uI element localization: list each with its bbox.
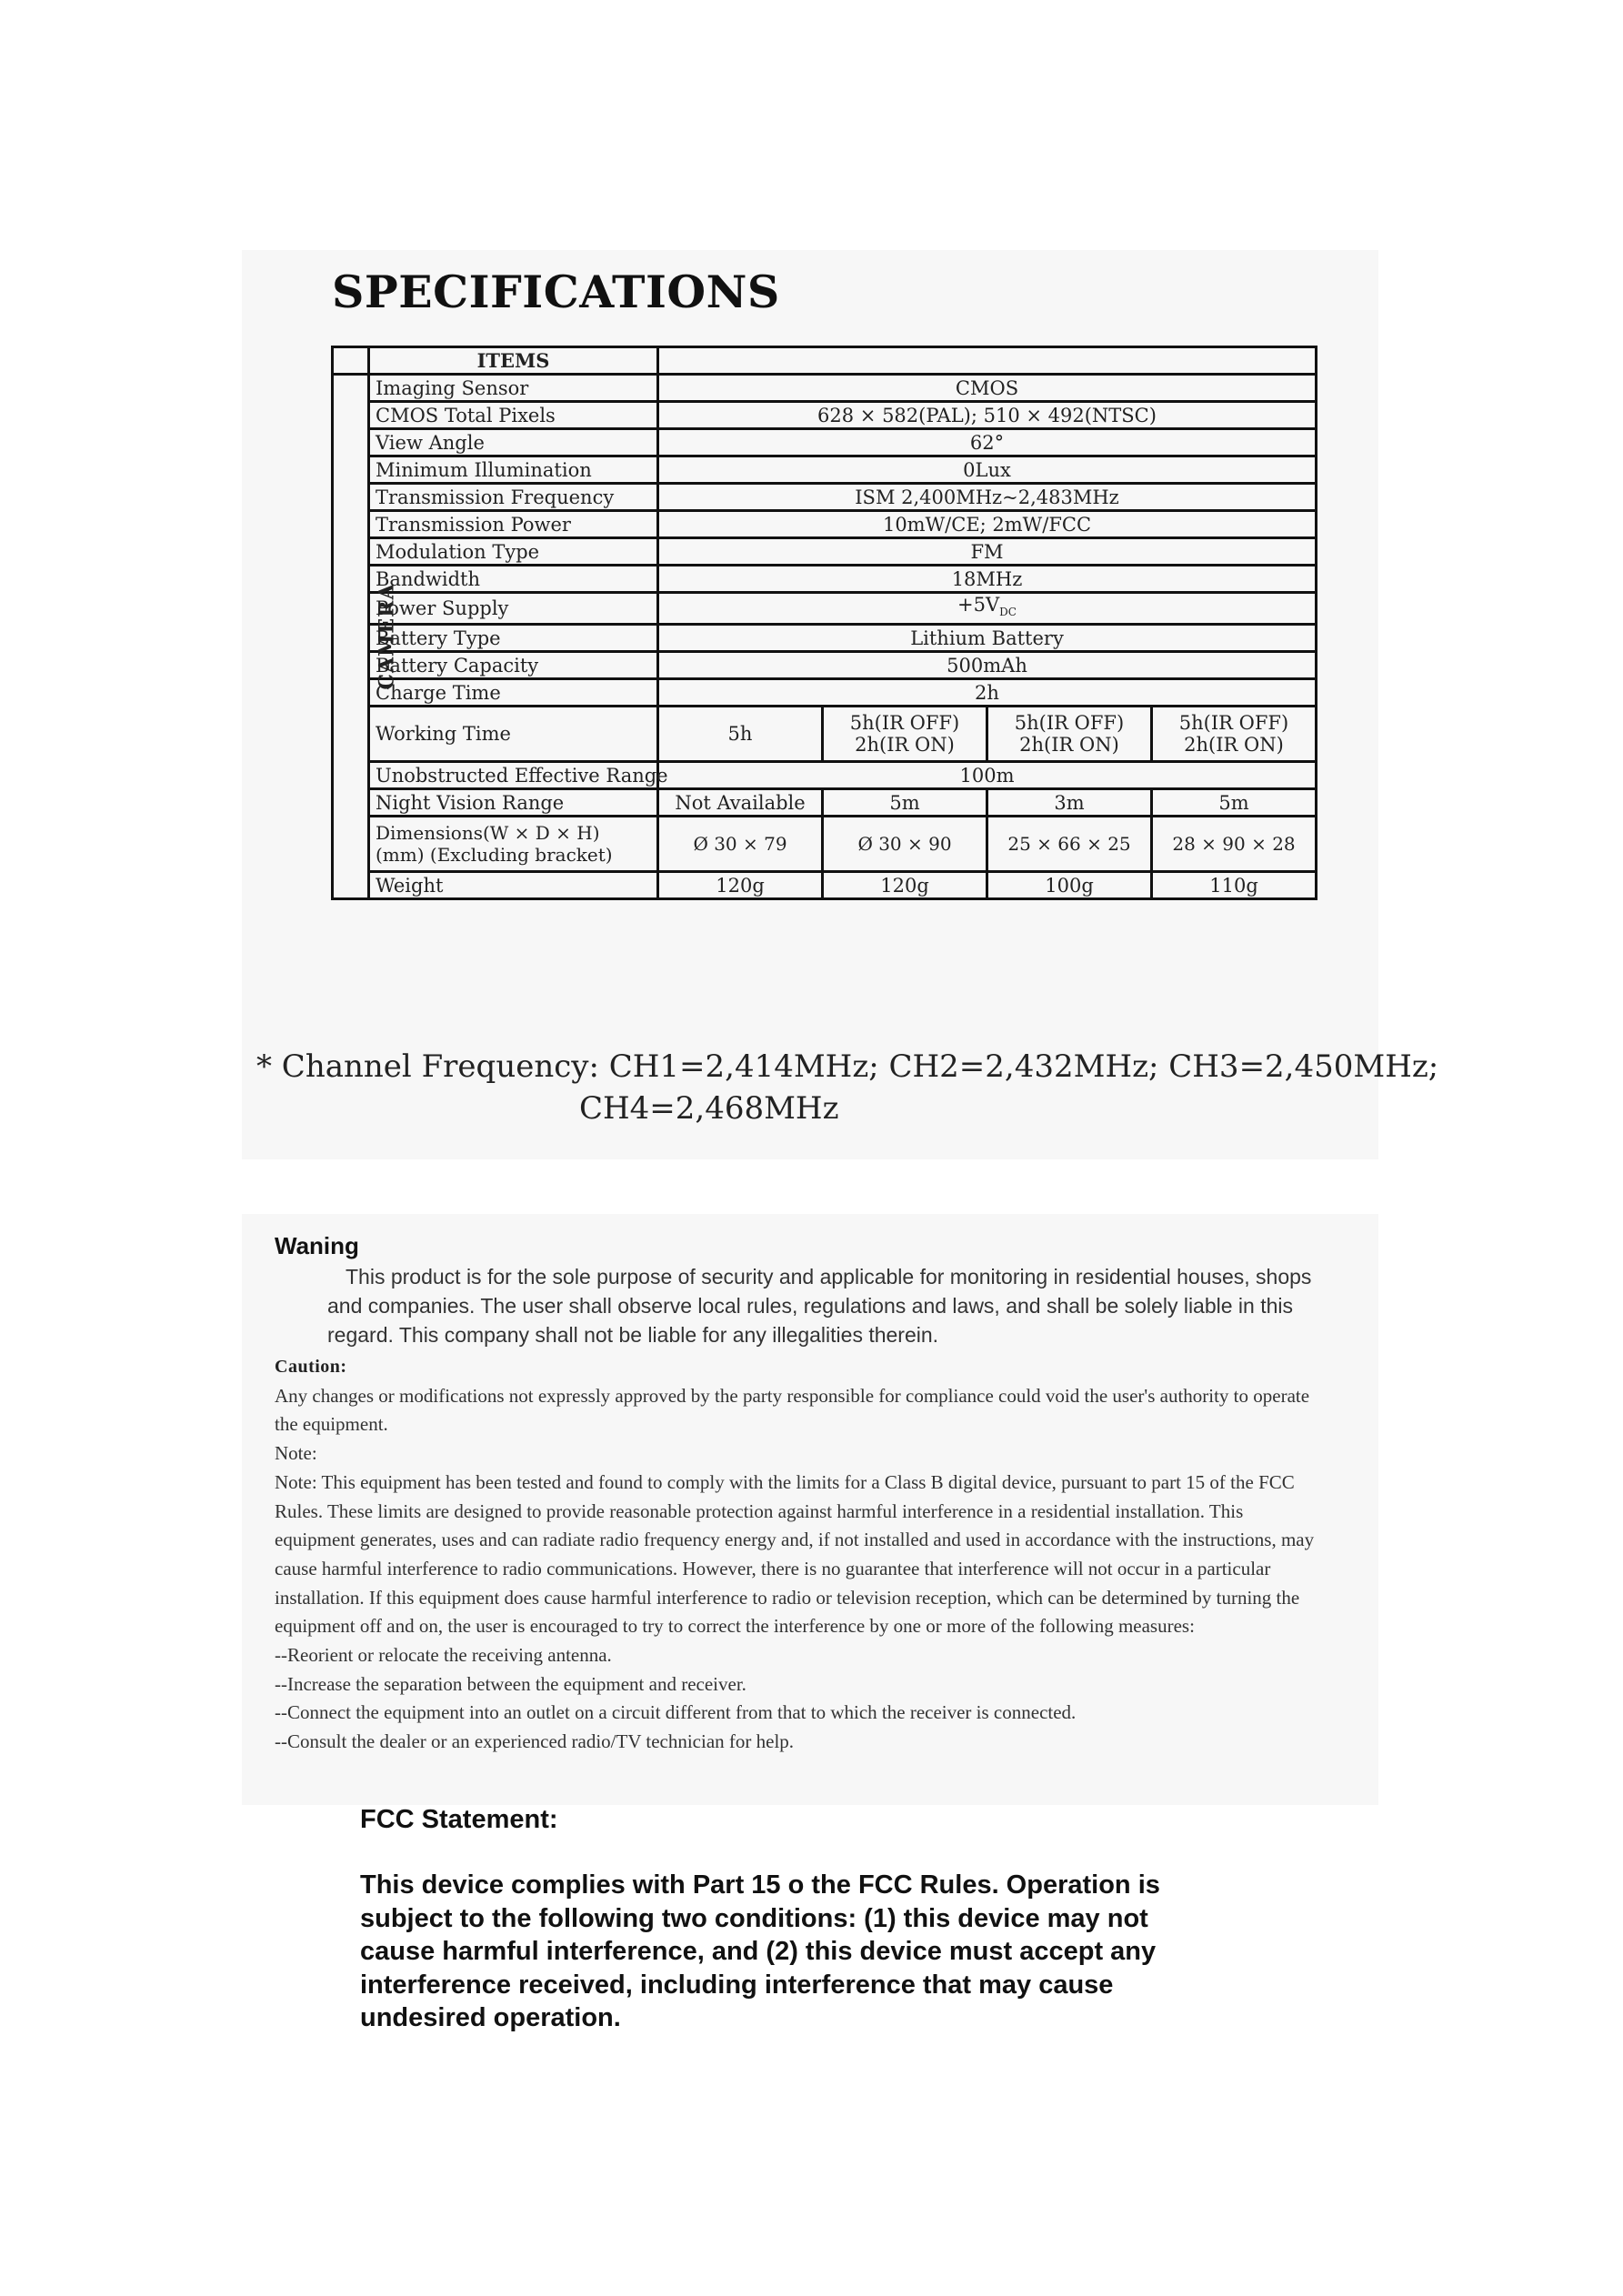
- fcc-text: This device complies with Part 15 o the FCC Rules. Operation is subject to the following two conditions: (1) this device may not cause harmful interference, and (2) this device must accept any interference received, including interference that may cause undesired operation.: [360, 1870, 1160, 2032]
- row-value: 5h: [658, 707, 823, 762]
- channel-frequency-note: [256, 1046, 1457, 1129]
- row-value: 120g: [658, 872, 823, 899]
- page-title: SPECIFICATIONS: [332, 266, 780, 318]
- values-header: [658, 347, 1317, 375]
- table-row: [333, 625, 1317, 652]
- row-value: Not Available: [658, 789, 823, 817]
- row-value: 5h(IR OFF) 2h(IR ON): [1152, 707, 1317, 762]
- row-value: 62°: [658, 429, 1317, 456]
- row-label: CMOS Total Pixels: [369, 402, 658, 429]
- row-label: Bandwidth: [369, 566, 658, 593]
- table-row: [333, 566, 1317, 593]
- row-value: CMOS: [658, 375, 1317, 402]
- row-value: 25 × 66 × 25: [987, 817, 1152, 872]
- channel-line-1: * Channel Frequency: CH1=2,414MHz; CH2=2,432MHz; CH3=2,450MHz;: [256, 1048, 1439, 1085]
- row-value: 5m: [823, 789, 987, 817]
- table-row: [333, 789, 1317, 817]
- row-label: Transmission Power: [369, 511, 658, 538]
- row-value: Ø 30 × 90: [823, 817, 987, 872]
- list-item: --Consult the dealer or an experienced radio/TV technician for help.: [275, 1730, 795, 1753]
- table-row: [333, 538, 1317, 566]
- items-header: ITEMS: [369, 347, 658, 375]
- table-row: [333, 762, 1317, 789]
- fcc-statement-section: [360, 1805, 1178, 2035]
- list-item: --Reorient or relocate the receiving antenna.: [275, 1644, 612, 1667]
- table-row: [333, 817, 1317, 872]
- note-text: Note: This equipment has been tested and found to comply with the limits for a Class B digital device, pursuant to part 15 of the FCC Rules. These limits are designed to provide reasonable protection against harmful interference in a residential installation. This equipment generates, uses and can radiate radio frequency energy and, if not installed and used in accordance with the instructions, may cause harmful interference to radio communications. However, there is no guarantee that interference will not occur in a particular installation. If this equipment does cause harmful interference to radio or television reception, which can be determined by turning the equipment off and on, the user is encouraged to try to correct the interference by one or more of the following measures:: [275, 1470, 1315, 1638]
- table-row: [333, 872, 1317, 899]
- row-value: Lithium Battery: [658, 625, 1317, 652]
- row-value: FM: [658, 538, 1317, 566]
- row-value: 3m: [987, 789, 1152, 817]
- row-label: Dimensions(W × D × H) (mm) (Excluding bracket): [369, 817, 658, 872]
- row-value: ISM 2,400MHz~2,483MHz: [658, 484, 1317, 511]
- row-value: 100m: [658, 762, 1317, 789]
- spec-table: [331, 346, 1317, 900]
- row-label: View Angle: [369, 429, 658, 456]
- row-label: Battery Type: [369, 625, 658, 652]
- row-value: 120g: [823, 872, 987, 899]
- row-label: Weight: [369, 872, 658, 899]
- table-row: [333, 375, 1317, 402]
- corner-cell: [333, 347, 369, 375]
- row-value: 628 × 582(PAL); 510 × 492(NTSC): [658, 402, 1317, 429]
- caution-heading: Caution:: [275, 1357, 347, 1377]
- row-value: 28 × 90 × 28: [1152, 817, 1317, 872]
- note-heading: Note:: [275, 1442, 317, 1465]
- table-header-row: [333, 347, 1317, 375]
- camera-section-label: CAMERA: [333, 375, 369, 899]
- row-value: 100g: [987, 872, 1152, 899]
- row-value: 10mW/CE; 2mW/FCC: [658, 511, 1317, 538]
- row-value: 18MHz: [658, 566, 1317, 593]
- row-value: Ø 30 × 79: [658, 817, 823, 872]
- table-row: [333, 593, 1317, 625]
- row-label: Imaging Sensor: [369, 375, 658, 402]
- row-label: Battery Capacity: [369, 652, 658, 679]
- row-value: 5m: [1152, 789, 1317, 817]
- channel-line-2: CH4=2,468MHz: [579, 1090, 839, 1127]
- row-label: Minimum Illumination: [369, 456, 658, 484]
- row-label: Modulation Type: [369, 538, 658, 566]
- row-label: Power Supply: [369, 593, 658, 625]
- row-value: $+5V_{DC}$: [658, 593, 1317, 625]
- row-label: Transmission Frequency: [369, 484, 658, 511]
- table-row: [333, 429, 1317, 456]
- row-value: 0Lux: [658, 456, 1317, 484]
- table-row: [333, 511, 1317, 538]
- list-item: --Connect the equipment into an outlet on a circuit different from that to which the receiver is connected.: [275, 1701, 1077, 1724]
- row-label: Night Vision Range: [369, 789, 658, 817]
- warning-section: [275, 1232, 1320, 1757]
- row-value: 2h: [658, 679, 1317, 707]
- table-row: [333, 707, 1317, 762]
- row-value: 110g: [1152, 872, 1317, 899]
- row-label: Working Time: [369, 707, 658, 762]
- fcc-heading: FCC Statement:: [360, 1805, 558, 1834]
- table-row: [333, 402, 1317, 429]
- table-row: [333, 679, 1317, 707]
- list-item: --Increase the separation between the equipment and receiver.: [275, 1672, 746, 1695]
- table-row: [333, 652, 1317, 679]
- row-value: 5h(IR OFF) 2h(IR ON): [823, 707, 987, 762]
- row-label: Unobstructed Effective Range: [369, 762, 658, 789]
- row-value: 5h(IR OFF) 2h(IR ON): [987, 707, 1152, 762]
- row-label: Charge Time: [369, 679, 658, 707]
- warning-heading: Waning: [275, 1232, 359, 1259]
- table-row: [333, 456, 1317, 484]
- row-value: 500mAh: [658, 652, 1317, 679]
- caution-text: Any changes or modifications not expressly approved by the party responsible for compliance could void the user's authority to operate the equipment.: [275, 1384, 1310, 1436]
- warning-text: This product is for the sole purpose of security and applicable for monitoring in residential houses, shops and companies. The user shall observe local rules, regulations and laws, and shall be solely liable in this regard. This company shall not be liable for any illegalities therein.: [327, 1265, 1312, 1347]
- table-row: [333, 484, 1317, 511]
